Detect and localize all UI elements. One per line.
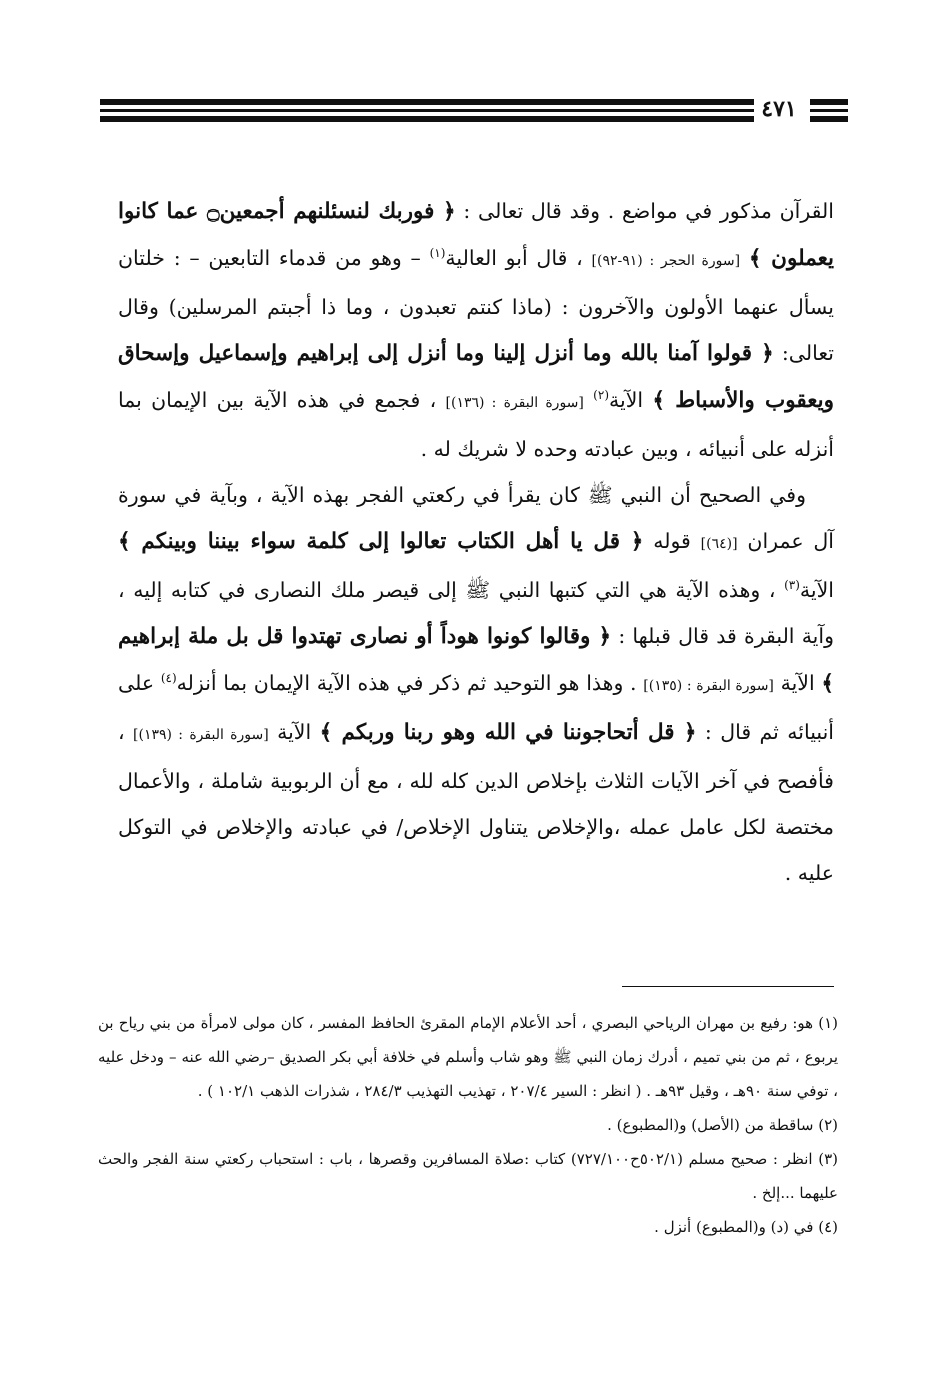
text-run [740,246,749,270]
header-rule-short [810,116,848,122]
header-rule [100,109,755,112]
main-text [118,188,834,896]
quran-verse: ﴿ قل يا أهل الكتاب تعالوا إلى كلمة سواء بيننا وبينكم ﴾ [118,529,644,554]
text-run: – وهو من قدماء التابعين – : خلتان يسأل عنهما الأولون والآخرون : (ماذا كنتم تعبدون ، وما ذا أجبتم المرسلين) وقال تعالى: [118,246,834,365]
text-run: ، فأفصح في آخر الآيات الثلاث بإخلاص الدين كله لله ، مع أن الربوبية شاملة ، والأعمال مختصة لكل عامل عمله ،والإخلاص يتناول الإخلاص/ في عبادته والإخلاص في التوكل عليه . [118,720,834,885]
footnote-separator [622,986,834,987]
text-run: الآية [799,578,834,602]
text-run: وفي الصحيح أن النبي ﷺ كان يقرأ في ركعتي الفجر بهذه الآية ، وبآية في سورة آل عمران [118,483,834,553]
surah-reference: [سورة البقرة : (١٣٩)] [133,727,269,743]
footnote: (٣) انظر : صحيح مسلم (٥٠٢/١ح٧٢٧/١٠٠) كتاب :صلاة المسافرين وقصرها ، باب : استحباب ركعتي سنة الفجر والحث عليهما ...إلخ . [98,1150,838,1202]
text-run: قوله [643,529,701,553]
footnote: (١) هو: رفيع بن مهران الرياحي البصري ، أحد الأعلام الإمام المقرئ الحافظ المفسر ، كان مولى لامرأة من بني رياح بن يربوع ، ثم من بني تميم ، أدرك زمان النبي ﷺ وهو شاب وأسلم في خلافة أبي بكر الصديق –رضي الله عنه – ودخل عليه ، توفي سنة ٩٠هـ ، وقيل ٩٣هـ . ( انظر : السير ٢٠٧/٤ ، تهذيب التهذيب ٢٨٤/٣ ، شذرات الذهب ١٠٢/١ ) . [98,1014,838,1100]
page-number: ٤٧١ [754,94,804,124]
surah-reference: [(٦٤)] [700,536,738,552]
quran-verse: ﴿ فوربك لنسئلنهم أجمعين۝ عما كانوا يعملون ﴾ [118,199,834,271]
footnote-marker: (٣) [784,578,800,593]
text-run: القرآن مذكور في مواضع . وقد قال تعالى : [455,199,834,223]
page-header [100,96,848,126]
quran-verse: ﴿ قل أتحاجوننا في الله وهو ربنا وربكم ﴾ [319,720,697,745]
text-run [584,388,593,412]
surah-reference: [سورة البقرة : (١٣٥)] [643,678,774,694]
paragraph [118,188,834,472]
text-run: الآية [609,388,653,412]
footnotes [98,1006,838,1244]
text-run: الآية [268,720,320,744]
footnote: (٤) في (د) و(المطبوع) أنزل . [654,1218,838,1236]
surah-reference: [سورة الحجر : (٩١-٩٢)] [591,253,741,269]
footnote: (٢) ساقطة من (الأصل) و(المطبوع) . [607,1116,838,1134]
paragraph [118,472,834,896]
text-run: . وهذا هو التوحيد ثم ذكر في هذه الآية الإيمان بما أنزله [176,671,644,695]
footnote-marker: (٤) [160,671,177,686]
surah-reference: [سورة البقرة : (١٣٦)] [445,395,584,411]
text-run: ، فجمع في هذه الآية بين الإيمان بما أنزله على أنبيائه ، وبين عبادته وحده لا شريك له . [118,388,834,461]
header-rule-short [810,99,848,105]
header-rule [100,99,755,105]
quran-verse: ﴿ قولوا آمنا بالله وما أنزل إلينا وما أنزل إلى إبراهيم وإسماعيل وإسحاق ويعقوب والأسباط ﴾ [118,341,834,413]
footnote-marker: (٢) [593,388,609,403]
footnote-marker: (١) [429,246,446,261]
text-run: ، قال أبو العالية [445,246,592,270]
header-rule-short [810,109,848,112]
text-run: ، وهذه الآية هي التي كتبها النبي ﷺ إلى قيصر ملك النصارى في كتابه إليه ، وآية البقرة قد قال قبلها : [118,578,834,648]
quran-verse: ﴿ وقالوا كونوا هوداً أو نصارى تهتدوا قل بل ملة إبراهيم ﴾ [118,624,834,696]
text-run: على أنبيائه ثم قال : [118,671,834,744]
text-run: الآية [773,671,822,695]
header-rule [100,116,755,122]
